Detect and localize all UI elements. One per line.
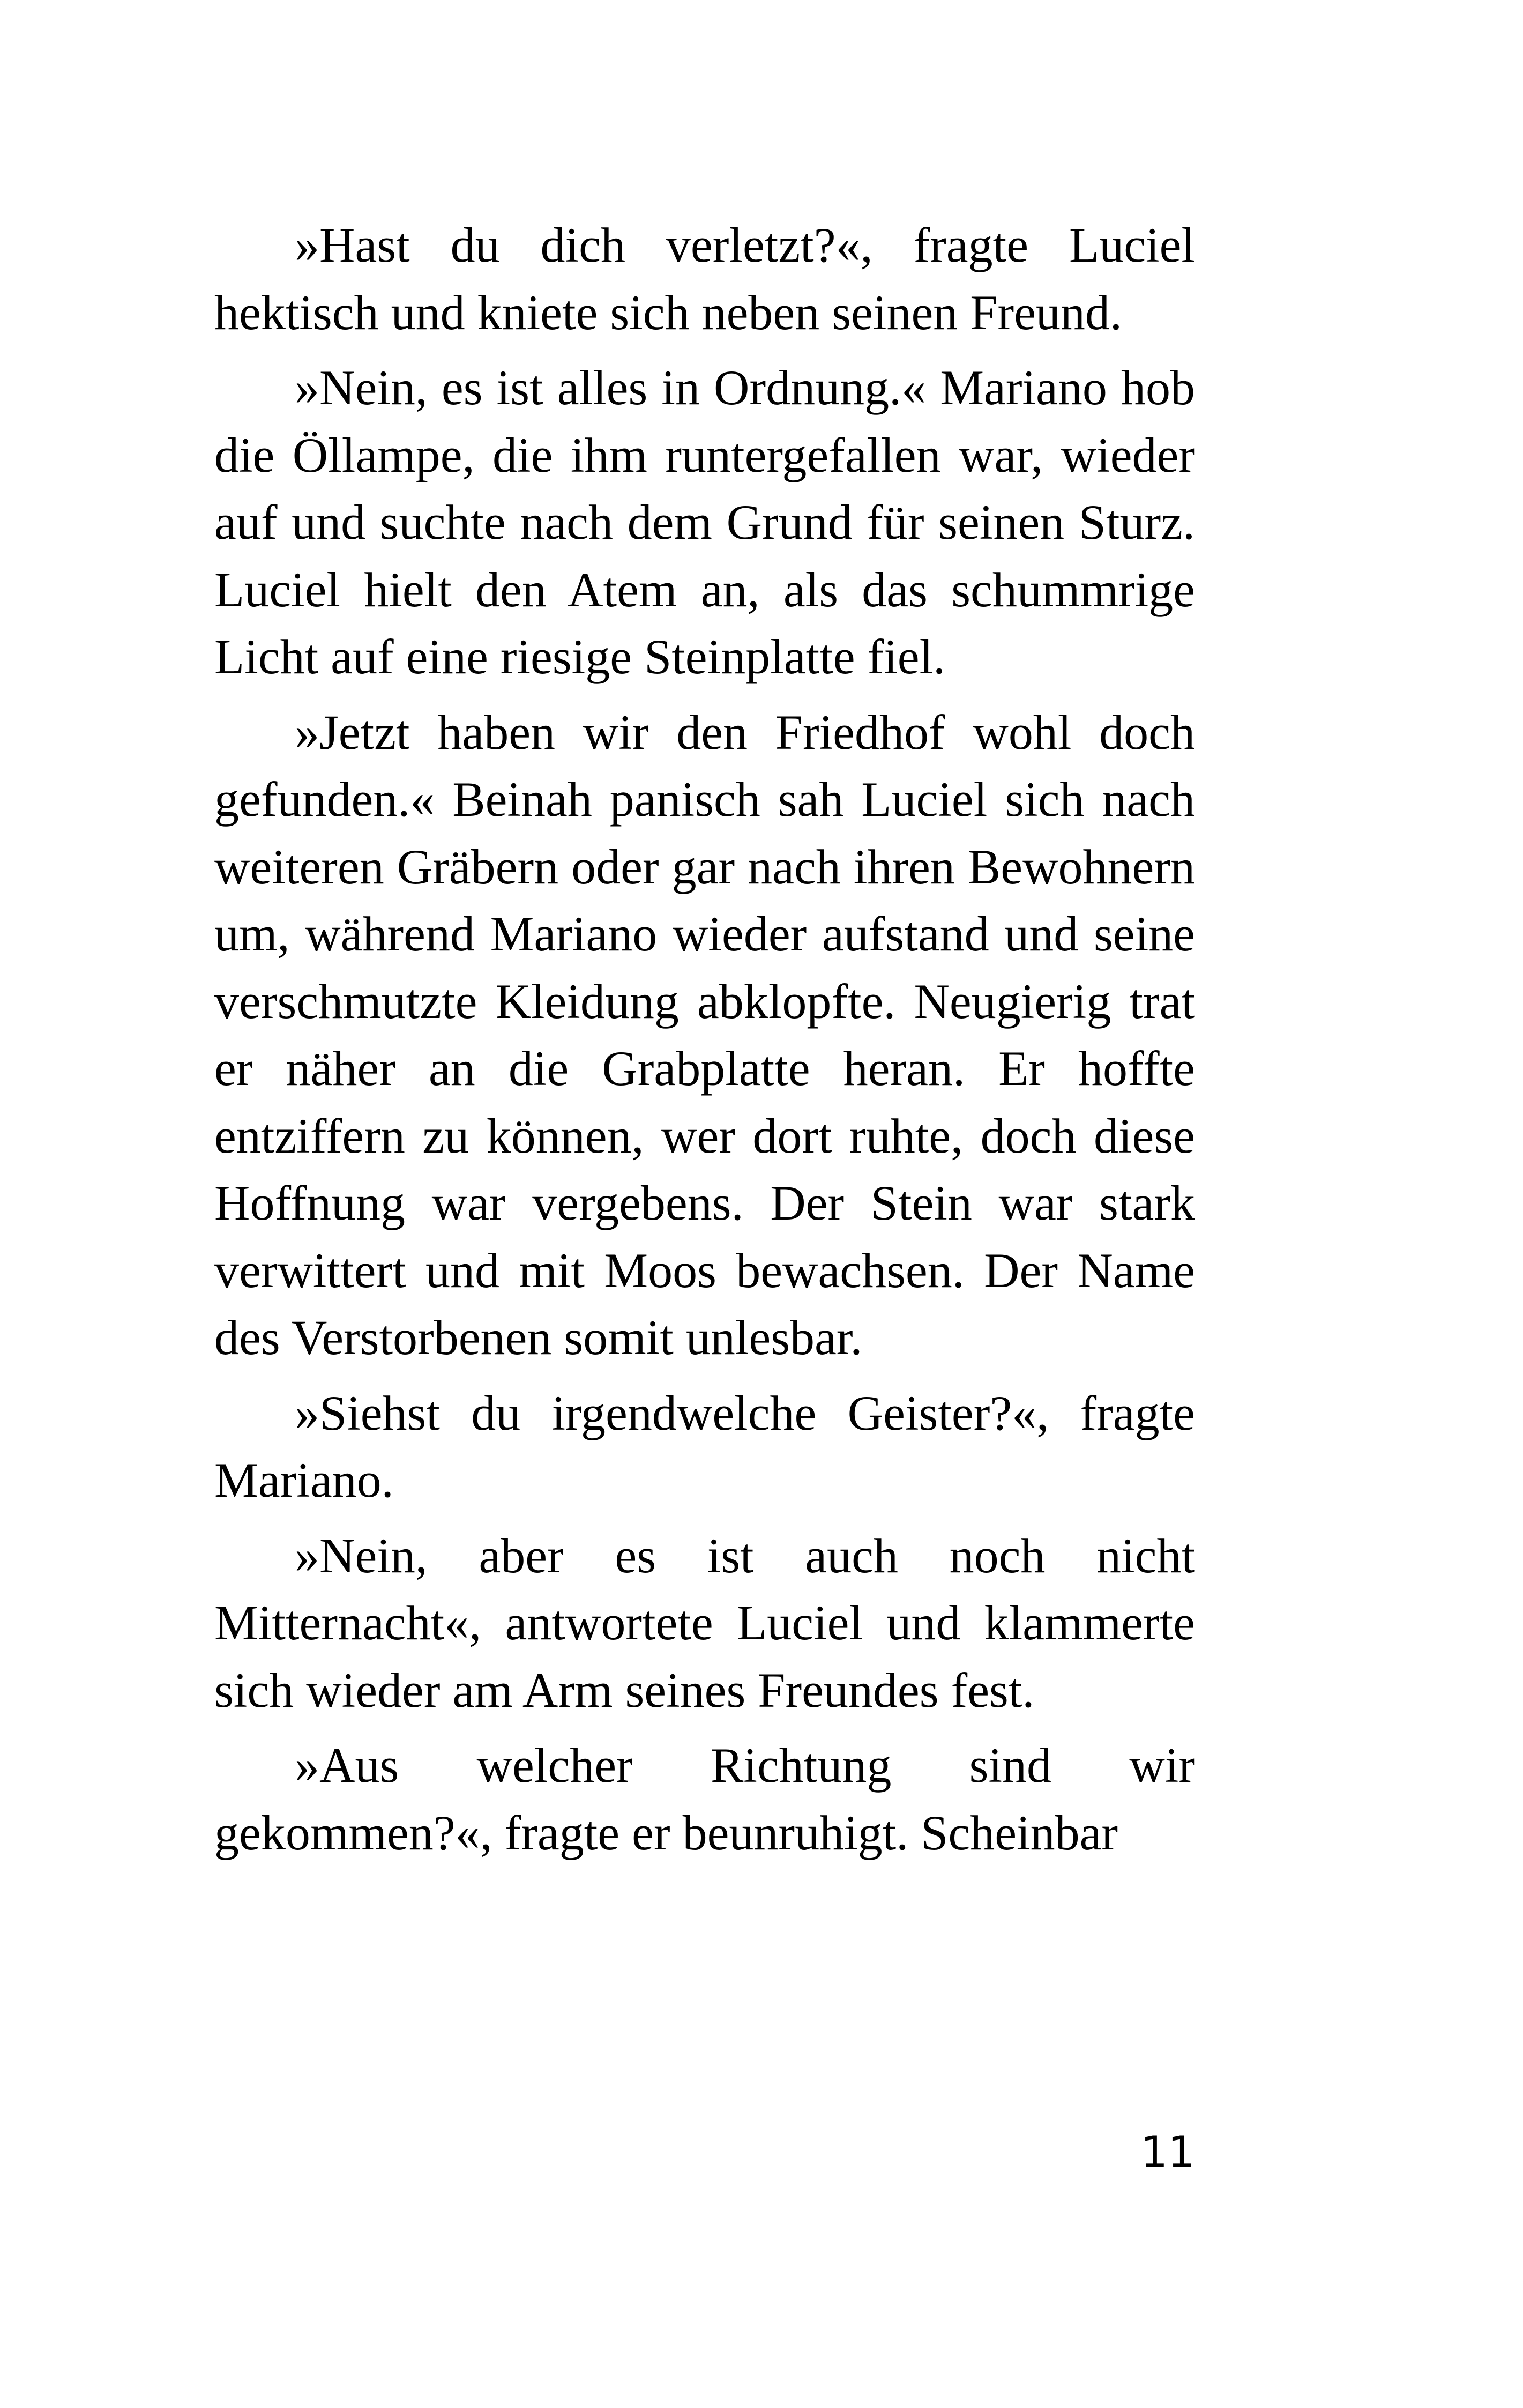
paragraph: »Siehst du irgendwelche Geister?«, fragte Mariano. <box>214 1385 1195 1507</box>
page-number: 11 <box>1140 2127 1195 2177</box>
paragraph: »Jetzt haben wir den Friedhof wohl doch gefunden.« Beinah panisch sah Luciel sich nach weiteren Gräbern oder gar nach ihren Bewohnern um, während Mariano wieder aufstand und seine verschmutzte Kleidung abklopfte. Neugierig trat er näher an die Grabplatte heran. Er hoffte entziffern zu können, wer dort ruhte, doch diese Hoffnung war vergebens. Der Stein war stark verwittert und mit Moos bewachsen. Der Name des Verstorbenen somit unlesbar. <box>214 704 1195 1365</box>
paragraph: »Nein, es ist alles in Ordnung.« Mariano hob die Öllampe, die ihm runtergefallen war, wieder auf und suchte nach dem Grund für seinen Sturz. Luciel hielt den Atem an, als das schummrige Licht auf eine riesige Steinplatte fiel. <box>214 360 1195 684</box>
paragraph: »Aus welcher Richtung sind wir gekommen?«, fragte er beunruhigt. Scheinbar <box>214 1738 1195 1860</box>
paragraph: »Hast du dich verletzt?«, fragte Luciel hektisch und kniete sich neben seinen Freund. <box>214 218 1195 340</box>
paragraph: »Nein, aber es ist auch noch nicht Mitternacht«, antwortete Luciel und klammerte sich wieder am Arm seines Freundes fest. <box>214 1528 1195 1718</box>
body-text <box>214 212 1195 1875</box>
